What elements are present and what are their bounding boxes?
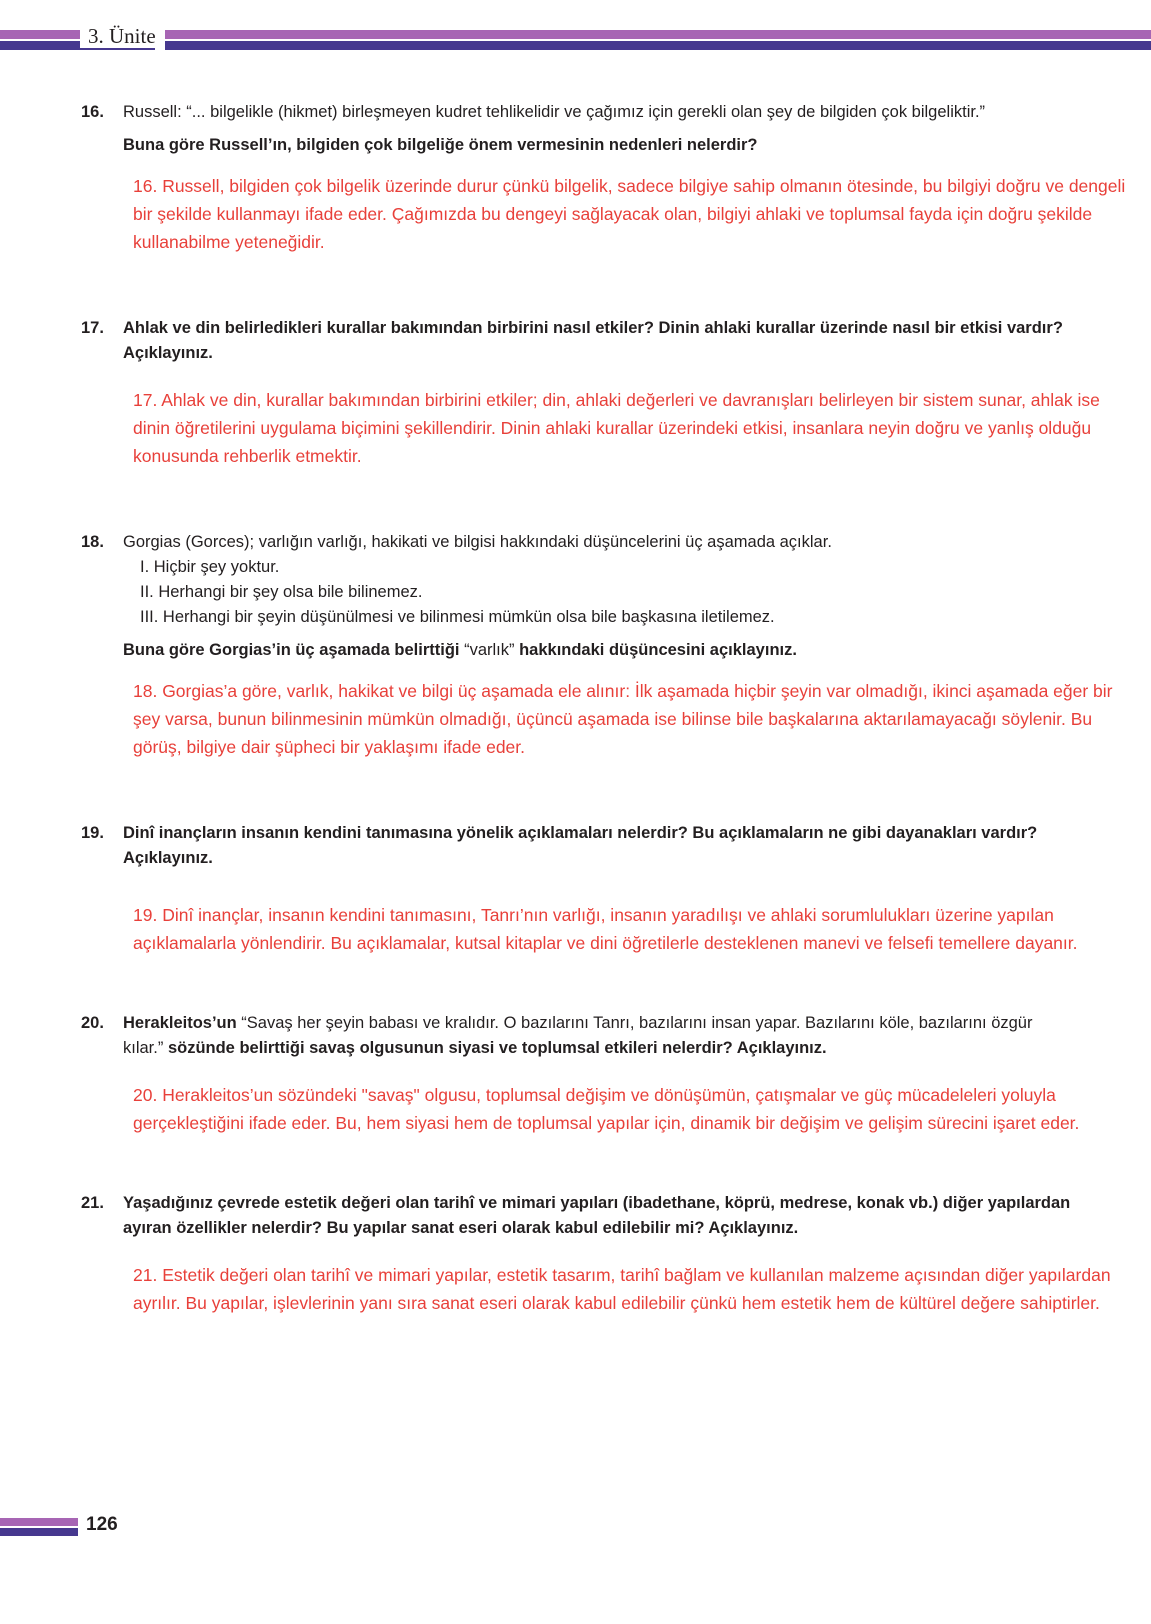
- question-20-answer: 20. Herakleitos’un sözündeki "savaş" olgusu, toplumsal değişim ve dönüşümün, çatışmalar ve güç mücadeleleri yoluyla gerçekleştiğini ifade eder. Bu, hem siyasi hem de toplumsal yapılar için, dinamik bir değişim ve gelişim sürecini işaret eder.: [133, 1085, 1080, 1133]
- question-block-17: [0, 316, 1151, 470]
- list-item: I. Hiçbir şey yoktur.: [140, 558, 280, 576]
- question-20-text: [123, 1011, 1151, 1061]
- question-21-row: [0, 1191, 1151, 1241]
- question-block-21: [0, 1191, 1151, 1317]
- list-item: II. Herhangi bir şey olsa bile bilinemez.: [140, 583, 423, 601]
- question-18-answer: 18. Gorgias’a göre, varlık, hakikat ve bilgi üç aşamada ele alınır: İlk aşamada hiçbir şeyin var olmadığı, ikinci aşamada eğer bir şey varsa, bunun bilinmesinin mümkün olmadığı, üçüncü aşamada ise bilinse bile başkalarına aktarılamayacağı söylenir. Bu görüş, bilgiye dair şüpheci bir yaklaşımı ifade eder.: [133, 681, 1113, 757]
- question-17-answer: 17. Ahlak ve din, kurallar bakımından birbirini etkiler; din, ahlaki değerleri ve davranışları belirleyen bir sistem sunar, ahlak ise dinin öğretilerini uygulama biçimini şekillendirir. Dinin ahlaki kurallar üzerindeki etkisi, insanlara neyin doğru ve yanlış olduğu konusunda rehberlik etmektir.: [133, 390, 1100, 466]
- question-18-prompt-quoted: “varlık”: [464, 641, 515, 659]
- question-20-text-quote: “Savaş her şeyin babası ve kralıdır. O bazılarını Tanrı, bazılarını insan yapar. Bazılarını köle, bazılarını özgür kılar.”: [123, 1014, 1033, 1057]
- question-16-number: 16.: [81, 103, 104, 121]
- question-block-19: [0, 821, 1151, 957]
- page-number: 126: [86, 1514, 118, 1535]
- question-16-answer: 16. Russell, bilgiden çok bilgelik üzerinde durur çünkü bilgelik, sadece bilgiye sahip olmanın ötesinde, bu bilgiyi doğru ve dengeli bir şekilde kullanmayı ifade eder. Çağımızda bu dengeyi sağlayacak olan, bilgiyi ahlaki ve toplumsal fayda için doğru şekilde kullanabilme yeteneğidir.: [133, 176, 1126, 252]
- page-footer: [0, 1510, 1151, 1550]
- question-18-number: 18.: [81, 533, 104, 551]
- question-18-row: [0, 530, 1151, 555]
- question-20-number: 20.: [81, 1014, 104, 1032]
- question-20-text-part2: sözünde belirttiği savaş olgusunun siyasi ve toplumsal etkileri nelerdir? Açıklayınız.: [167, 1039, 827, 1057]
- unit-label: 3. Ünite: [80, 24, 164, 48]
- question-16-prompt: Buna göre Russell’ın, bilgiden çok bilgeliğe önem vermesinin nedenleri nelerdir?: [123, 136, 758, 154]
- question-17-number: 17.: [81, 319, 104, 337]
- question-21-answer: 21. Estetik değeri olan tarihî ve mimari yapılar, estetik tasarım, tarihî bağlam ve kullanılan malzeme açısından diğer yapılardan ayrılır. Bu yapılar, işlevlerinin yanı sıra sanat eseri olarak kabul edilebilir çünkü hem estetik hem de kültürel değere sahiptirler.: [133, 1265, 1111, 1313]
- question-18-prompt-part1: Buna göre Gorgias’in üç aşamada belirttiği: [123, 641, 465, 659]
- question-18-prompt: [123, 638, 1076, 663]
- question-16-text: Russell: “... bilgelikle (hikmet) birleşmeyen kudret tehlikelidir ve çağımız için gerekli olan şey de bilgiden çok bilgeliktir.”: [123, 103, 986, 121]
- question-17-row: [0, 316, 1151, 366]
- question-block-16: [0, 100, 1151, 256]
- question-17-text: Ahlak ve din belirledikleri kurallar bakımından birbirini nasıl etkiler? Dinin ahlaki kurallar üzerinde nasıl bir etkisi vardır? Açıklayınız.: [123, 319, 1063, 362]
- question-18-roman-list: [140, 555, 1076, 630]
- header-rule-right-violet: [165, 30, 1151, 39]
- page-content: [0, 70, 1151, 1317]
- question-20-row: [0, 1011, 1151, 1061]
- question-21-text: Yaşadığınız çevrede estetik değeri olan tarihî ve mimari yapıları (ibadethane, köprü, medrese, konak vb.) diğer yapılardan ayıran özellikler nelerdir? Bu yapılar sanat eseri olarak kabul edilebilir mi? Açıklayınız.: [123, 1194, 1071, 1237]
- footer-rule-indigo: [0, 1528, 78, 1536]
- question-19-row: [0, 821, 1151, 871]
- question-19-text: Dinî inançların insanın kendini tanımasına yönelik açıklamaları nelerdir? Bu açıklamaların ne gibi dayanakları vardır? Açıklayınız.: [123, 824, 1038, 867]
- question-block-20: [0, 1011, 1151, 1137]
- footer-rule-violet: [0, 1518, 78, 1526]
- question-16-row: [0, 100, 1151, 125]
- question-18-prompt-part2: hakkındaki düşüncesini açıklayınız.: [514, 641, 797, 659]
- page-header: [0, 0, 1151, 70]
- question-18-text: Gorgias (Gorces); varlığın varlığı, hakikati ve bilgisi hakkındaki düşüncelerini üç aşamada açıklar.: [123, 533, 832, 551]
- question-block-18: [0, 530, 1151, 761]
- question-21-number: 21.: [81, 1194, 104, 1212]
- question-19-number: 19.: [81, 824, 104, 842]
- question-20-text-part1: Herakleitos’un: [123, 1014, 237, 1032]
- header-rule-right-indigo: [165, 41, 1151, 50]
- question-19-answer: 19. Dinî inançlar, insanın kendini tanımasını, Tanrı’nın varlığı, insanın yaradılışı ve ahlaki sorumlulukları üzerine yapılan açıklamalarla yönlendirir. Bu açıklamalar, kutsal kitaplar ve dini öğretilerle desteklenen manevi ve felsefi temellere dayanır.: [133, 905, 1078, 953]
- list-item: III. Herhangi bir şeyin düşünülmesi ve bilinmesi mümkün olsa bile başkasına iletilemez.: [140, 608, 775, 626]
